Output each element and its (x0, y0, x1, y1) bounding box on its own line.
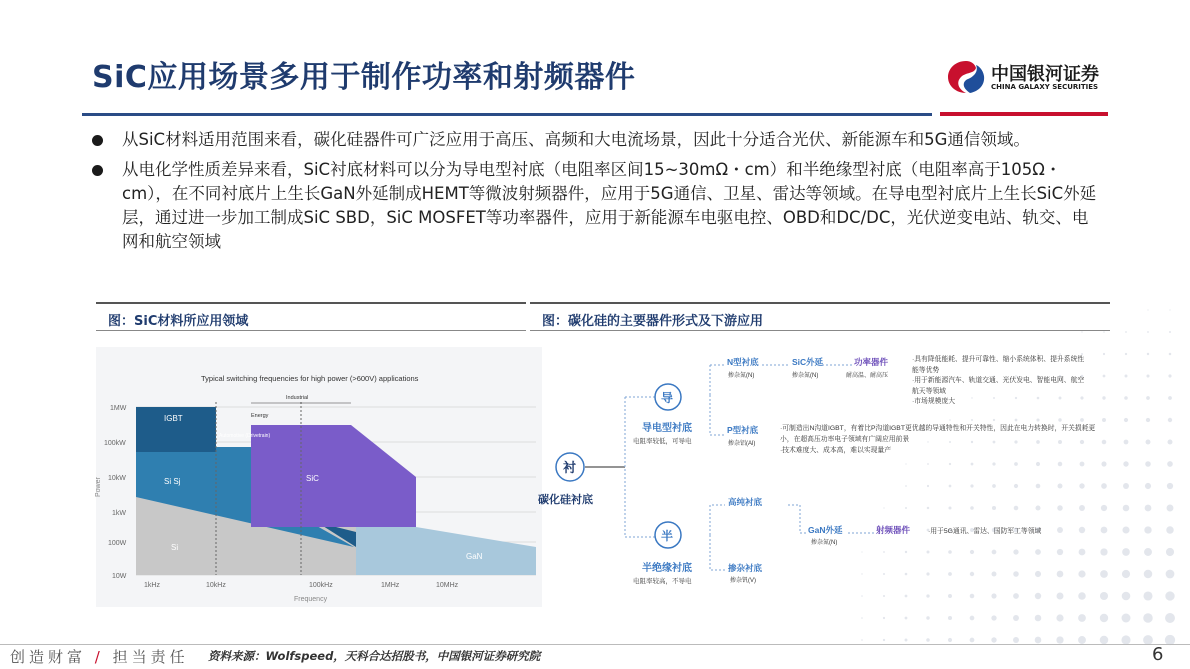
background-dot (1147, 331, 1149, 333)
footer-source: 资料来源：Wolfspeed，天科合达招股书，中国银河证券研究院 (208, 649, 541, 663)
company-logo (945, 58, 1115, 96)
y-tick-label: 10kW (108, 475, 126, 482)
p-notes (780, 423, 1100, 469)
p-sub-title: P型衬底 (727, 425, 759, 435)
sic-epi-desc: 掺杂氮(N) (792, 373, 819, 379)
rf-note: ·用于5G通讯、雷达、国防军工等领域 (928, 528, 1042, 535)
bullet-item (92, 128, 1102, 152)
bullet-text: 从SiC材料适用范围来看，碳化硅器件可广泛应用于高压、高频和大电流场景，因此十分适合光伏、新能源车和5G通信领域。 (122, 130, 1030, 149)
x-axis-label: Frequency (294, 596, 328, 603)
x-tick-label: 1kHz (144, 582, 160, 589)
region-label: Si (171, 543, 179, 552)
power-note: ·具有降低能耗、提升可靠性、缩小系统体积、提升系统性能等优势 (912, 356, 1085, 374)
pure-sub-title: 高纯衬底 (728, 497, 763, 507)
semi-desc: 电阻率较高，不导电 (633, 578, 692, 585)
region-label: SiC (306, 474, 319, 483)
slogan-part: 担当责任 (112, 648, 189, 666)
background-dot (1078, 636, 1086, 644)
footer-rule (0, 644, 1190, 645)
p-sub-desc: 掺杂铝(Al) (728, 441, 756, 447)
n-sub-desc: 掺杂氮(N) (728, 373, 755, 379)
n-sub-title: N型衬底 (727, 357, 759, 367)
slide-title: SiC应用场景多用于制作功率和射频器件 (92, 60, 636, 95)
figure-right-rule-bottom (530, 330, 1110, 331)
footer-slogan (10, 646, 189, 667)
x-tick-label: 10MHz (436, 582, 459, 589)
page-number: 6 (1152, 644, 1164, 665)
slogan-slash: / (94, 648, 104, 666)
background-dot (1169, 331, 1171, 333)
power-notes (912, 355, 1090, 421)
background-dot (861, 639, 863, 641)
y-tick-label: 100W (108, 540, 127, 547)
background-dot (1056, 636, 1063, 643)
background-dot (883, 639, 885, 641)
background-dot (1035, 637, 1042, 644)
root-node-badge: 衬 (563, 460, 577, 475)
doped-sub-desc: 掺杂钒(V) (730, 578, 756, 584)
chart-annotation: Automotive (Drivetrain) (219, 433, 271, 439)
figure-left-rule-bottom (96, 330, 526, 331)
root-node-label: 碳化硅衬底 (538, 494, 593, 506)
chart-annotation: Industrial (286, 395, 309, 401)
doped-sub-title: 掺杂衬底 (728, 563, 763, 573)
figure-right-rule-top (530, 302, 1110, 304)
background-dot (1169, 309, 1170, 310)
sic-substrate-diagram (530, 335, 1190, 620)
sic-application-chart (96, 347, 542, 607)
background-dot (970, 638, 975, 643)
figure-right-caption: 图：碳化硅的主要器件形式及下游应用 (542, 314, 764, 329)
title-rule (82, 113, 932, 116)
conductive-name: 导电型衬底 (642, 423, 692, 434)
semi-badge: 半 (661, 529, 674, 543)
bullet-item (92, 158, 1102, 254)
bullet-dot-icon (92, 135, 103, 146)
background-dot (991, 637, 996, 642)
background-dot (948, 638, 952, 642)
background-dot (1100, 636, 1109, 645)
gan-epi-title: GaN外延 (808, 525, 843, 535)
chart-annotation: Energy (251, 413, 269, 419)
slogan-part: 创造财富 (10, 648, 87, 666)
background-dot (1147, 309, 1148, 310)
p-note: ·技术难度大、成本高，难以实现量产 (780, 447, 892, 454)
y-axis-label: Power (95, 477, 102, 497)
gan-epi-desc: 掺杂氮(N) (811, 540, 838, 546)
x-tick-label: 10kHz (206, 582, 226, 589)
figure-left-caption: 图：SiC材料所应用领域 (108, 314, 249, 329)
power-note: ·用于新能源汽车、轨道交通、光伏发电、智能电网、航空航天等领域 (912, 377, 1085, 395)
y-tick-label: 1kW (112, 510, 126, 517)
connector (710, 505, 725, 570)
y-tick-label: 10W (112, 573, 127, 580)
bullet-dot-icon (92, 165, 103, 176)
conductive-desc: 电阻率较低，可导电 (633, 438, 692, 445)
x-tick-label: 1MHz (381, 582, 400, 589)
chart-title: Typical switching frequencies for high power (>600V) applications (201, 374, 419, 383)
region-label: IGBT (164, 414, 183, 423)
region-label: GaN (466, 552, 483, 561)
logo-name-en: CHINA GALAXY SECURITIES (991, 83, 1099, 91)
power-device-title: 功率器件 (854, 357, 889, 367)
logo-name-cn: 中国银河证券 (991, 64, 1099, 85)
power-device-desc: 耐高温、耐高压 (846, 373, 889, 379)
y-tick-label: 1MW (110, 405, 127, 412)
bullet-text: 从电化学性质差异来看，SiC衬底材料可以分为导电型衬底（电阻率区间15~30mΩ・cm）和半绝缘型衬底（电阻率高于105Ω・cm），在不同衬底片上生长GaN外延制成HEMT等微波射频器件，应用于5G通信、卫星、雷达等领域。在导电型衬底片上生长SiC外延层，通过进一步加工制成SiC SBD，SiC MOSFET等功率器件，应用于新能源车电驱电控、OBD和DC/DC，光伏逆变电站、轨交、电网和航空领域 (122, 160, 1097, 251)
title-rule-accent (940, 112, 1108, 116)
y-tick-label: 100kW (104, 440, 126, 447)
background-dot (905, 639, 908, 642)
x-tick-label: 100kHz (309, 582, 333, 589)
rf-device-title: 射频器件 (876, 525, 911, 535)
background-dot (1081, 331, 1082, 332)
sic-epi-title: SiC外延 (792, 357, 824, 367)
figure-left-rule-top (96, 302, 526, 304)
p-note: ·可制造出N沟道IGBT，有着比P沟道IGBT更优越的导通特性和开关特性，因此在电力转换时，开关损耗更小，在超高压功率电子领域有广阔应用前景 (780, 425, 1096, 443)
semi-name: 半绝缘衬底 (642, 563, 692, 574)
background-dot (1103, 331, 1105, 333)
conductive-badge: 导 (661, 391, 674, 405)
power-note: ·市场规模庞大 (912, 398, 956, 405)
galaxy-logo-icon (945, 58, 987, 96)
background-dot (1125, 331, 1127, 333)
background-dot (1013, 637, 1019, 643)
connector (710, 365, 725, 435)
bullet-list (92, 128, 1102, 260)
region-label: Si Sj (164, 477, 181, 486)
background-dot (926, 638, 930, 642)
